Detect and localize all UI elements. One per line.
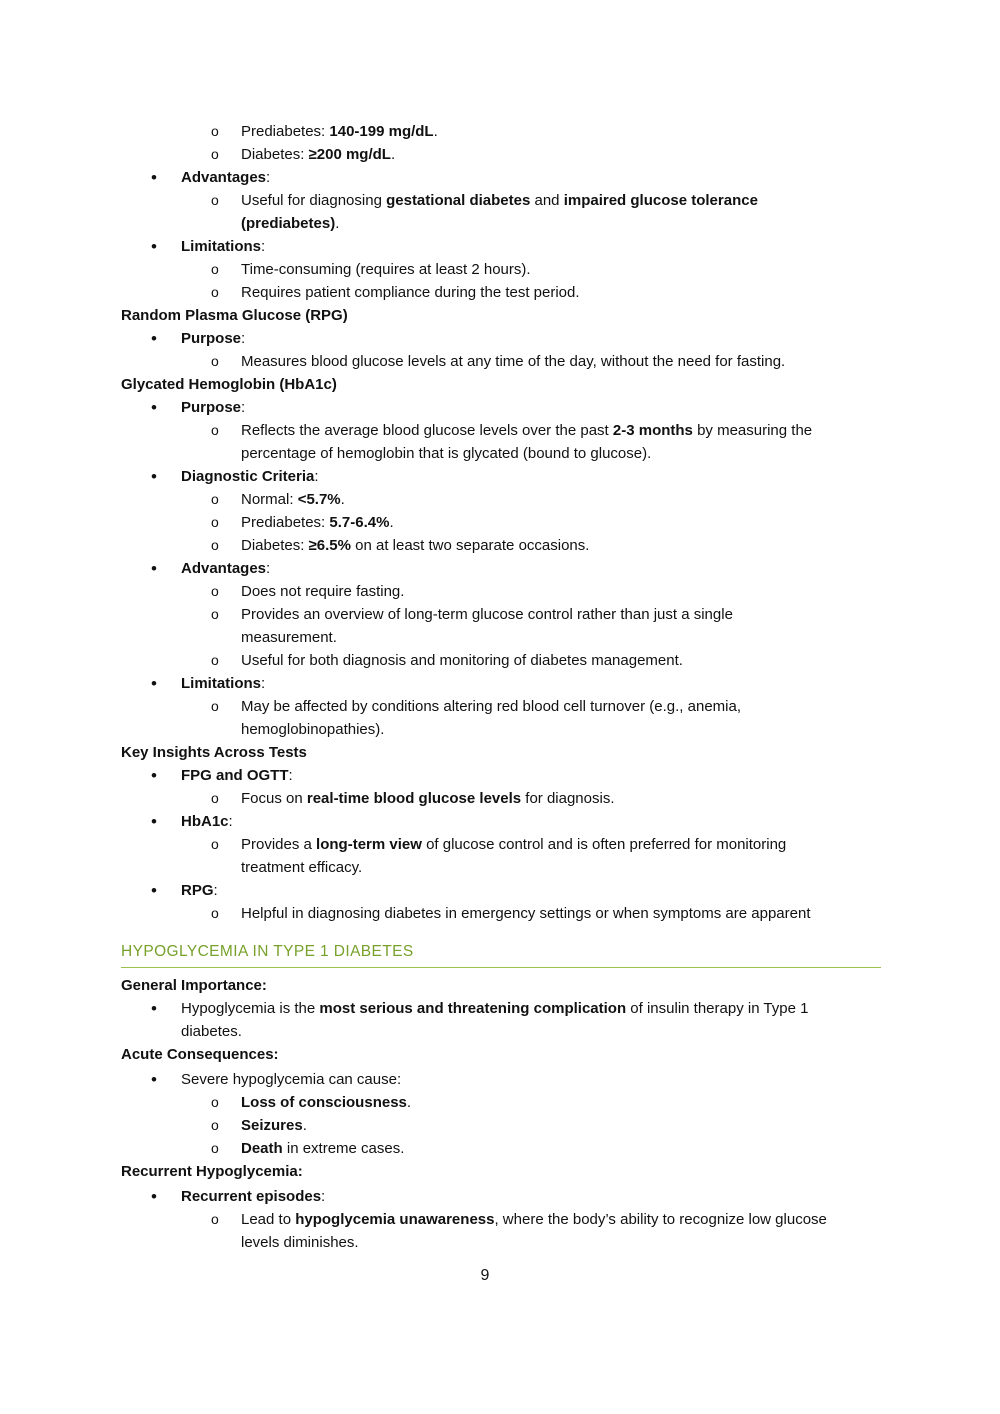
bullet-marker: •: [151, 398, 157, 417]
page-number: 9: [480, 1267, 490, 1284]
subheading-acute-consequences: Acute Consequences:: [121, 1046, 279, 1063]
bullet-marker: •: [151, 674, 157, 693]
sub-bullet-marker: o: [211, 1094, 219, 1110]
sub-bullet-marker: o: [211, 1211, 219, 1227]
list-item: o Measures blood glucose levels at any time of the day, without the need for fasting.: [121, 350, 881, 373]
list-item: • Hypoglycemia is the most serious and threatening complication of insulin therapy in Type 1: [151, 999, 809, 1018]
sub-bullet-marker: o: [211, 146, 219, 162]
list-item: o Does not require fasting.: [121, 580, 881, 603]
bullet-marker: •: [151, 766, 157, 785]
sub-bullet-marker: o: [211, 514, 219, 530]
list-item-continuation: treatment efficacy.: [241, 859, 363, 876]
list-item: • Advantages:: [151, 168, 271, 187]
sub-bullet-marker: o: [211, 1117, 219, 1133]
list-item-continuation: percentage of hemoglobin that is glycated (bound to glucose).: [241, 445, 652, 462]
list-item: • RPG:: [151, 881, 218, 900]
list-item: o Death in extreme cases.: [121, 1137, 881, 1160]
list-item: • Severe hypoglycemia can cause:: [151, 1070, 402, 1089]
list-item: o Useful for diagnosing gestational diabetes and impaired glucose tolerance: [121, 189, 881, 212]
sub-bullet-marker: o: [211, 123, 219, 139]
list-item: • Purpose:: [151, 329, 246, 348]
list-item: o Useful for both diagnosis and monitoring of diabetes management.: [121, 649, 881, 672]
bullet-marker: •: [151, 467, 157, 486]
sub-bullet-marker: o: [211, 422, 219, 438]
bullet-marker: •: [151, 559, 157, 578]
list-item: • HbA1c:: [151, 812, 233, 831]
list-item: • Limitations:: [151, 674, 266, 693]
list-item: o Diabetes: ≥6.5% on at least two separate occasions.: [121, 534, 881, 557]
list-item: o Time-consuming (requires at least 2 hours).: [121, 258, 881, 281]
list-item: o Seizures.: [121, 1114, 881, 1137]
sub-bullet-marker: o: [211, 353, 219, 369]
sub-bullet-marker: o: [211, 284, 219, 300]
sub-bullet-marker: o: [211, 790, 219, 806]
list-item: • Purpose:: [151, 398, 246, 417]
list-item: o Lead to hypoglycemia unawareness, where the body’s ability to recognize low glucose: [121, 1208, 881, 1231]
sub-bullet-marker: o: [211, 261, 219, 277]
bullet-marker: •: [151, 1070, 157, 1089]
list-item: • Recurrent episodes:: [151, 1187, 326, 1206]
subheading-recurrent-hypoglycemia: Recurrent Hypoglycemia:: [121, 1163, 303, 1180]
bullet-marker: •: [151, 881, 157, 900]
list-item: o Reflects the average blood glucose levels over the past 2-3 months by measuring the: [121, 419, 881, 442]
sub-bullet-marker: o: [211, 698, 219, 714]
list-item: o May be affected by conditions altering red blood cell turnover (e.g., anemia,: [121, 695, 881, 718]
list-item: o Prediabetes: 5.7-6.4%.: [121, 511, 881, 534]
list-item: • FPG and OGTT:: [151, 766, 293, 785]
subheading-general-importance: General Importance:: [121, 977, 267, 994]
sub-bullet-marker: o: [211, 491, 219, 507]
list-item: o Requires patient compliance during the test period.: [121, 281, 881, 304]
list-item: o Provides a long-term view of glucose control and is often preferred for monitoring: [121, 833, 881, 856]
list-item-continuation: measurement.: [241, 629, 337, 646]
list-item-continuation: (prediabetes).: [241, 215, 340, 232]
list-item-continuation: hemoglobinopathies).: [241, 721, 385, 738]
sub-bullet-marker: o: [211, 537, 219, 553]
list-item-continuation: diabetes.: [181, 1023, 242, 1040]
subheading-rpg: Random Plasma Glucose (RPG): [121, 307, 348, 324]
list-item: o Diabetes: ≥200 mg/dL.: [121, 143, 881, 166]
list-item: • Diagnostic Criteria:: [151, 467, 319, 486]
list-item: o Provides an overview of long-term glucose control rather than just a single: [121, 603, 881, 626]
sub-bullet-marker: o: [211, 583, 219, 599]
page-content: [121, 120, 881, 1254]
bullet-marker: •: [151, 812, 157, 831]
bullet-marker: •: [151, 168, 157, 187]
list-item-continuation: levels diminishes.: [241, 1234, 359, 1251]
subheading-hba1c: Glycated Hemoglobin (HbA1c): [121, 376, 337, 393]
bullet-marker: •: [151, 999, 157, 1018]
list-item: • Limitations:: [151, 237, 266, 256]
list-item: o Loss of consciousness.: [121, 1091, 881, 1114]
sub-bullet-marker: o: [211, 606, 219, 622]
list-item: o Focus on real-time blood glucose levels for diagnosis.: [121, 787, 881, 810]
subheading-key-insights: Key Insights Across Tests: [121, 744, 307, 761]
bullet-marker: •: [151, 237, 157, 256]
sub-bullet-marker: o: [211, 192, 219, 208]
sub-bullet-marker: o: [211, 836, 219, 852]
sub-bullet-marker: o: [211, 1140, 219, 1156]
list-item: o Helpful in diagnosing diabetes in emergency settings or when symptoms are apparent: [121, 902, 881, 925]
list-item: o Prediabetes: 140-199 mg/dL.: [121, 120, 881, 143]
bullet-marker: •: [151, 1187, 157, 1206]
sub-bullet-marker: o: [211, 905, 219, 921]
bullet-marker: •: [151, 329, 157, 348]
sub-bullet-marker: o: [211, 652, 219, 668]
list-item: o Normal: <5.7%.: [121, 488, 881, 511]
section-heading-hypoglycemia: HYPOGLYCEMIA IN TYPE 1 DIABETES: [121, 939, 881, 968]
list-item: • Advantages:: [151, 559, 271, 578]
